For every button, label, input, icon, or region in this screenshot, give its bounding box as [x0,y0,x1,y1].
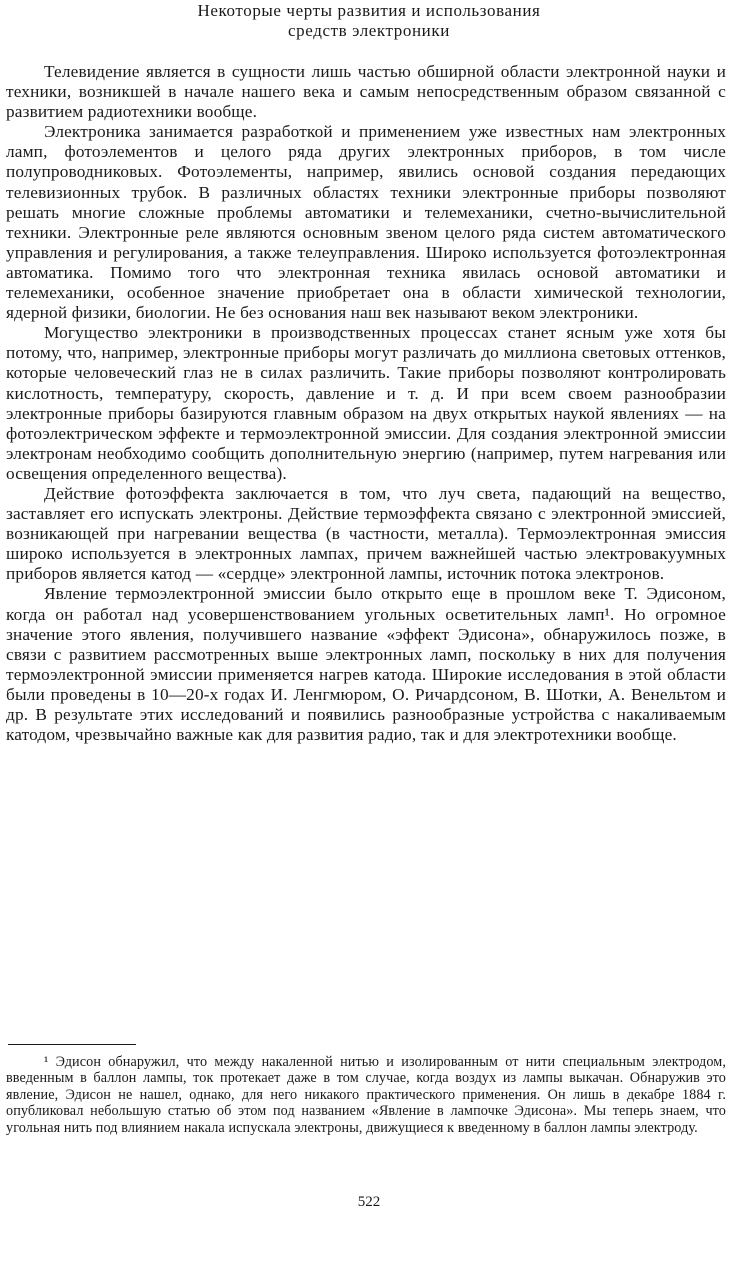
paragraph-1: Телевидение является в сущности лишь частью обширной области электронной науки и техники, возникшей в начале нашего века и самым непосредственным образом связанной с развитием радиотехники вообще. [6,62,726,122]
paragraph-5: Явление термоэлектронной эмиссии было открыто еще в прошлом веке Т. Эдисоном, когда он работал над усовершенствованием угольных осветительных ламп¹. Но огромное значение этого явления, получившего название «эффект Эдисона», обнаружилось позже, в связи с развитием рассмотренных выше электронных ламп, поскольку в них для получения термоэлектронной эмиссии применяется нагрев катода. Широкие исследования в этой области были проведены в 10—20-х годах И. Ленгмюром, О. Ричардсоном, В. Шотки, А. Венельтом и др. В результате этих исследований и появились разнообразные устройства с накаливаемым катодом, чрезвычайно важные как для развития радио, так и для электротехники вообще. [6,584,726,745]
paragraph-3: Могущество электроники в производственных процессах станет ясным уже хотя бы потому, что, например, электронные приборы могут различать до миллиона световых оттенков, которые человеческий глаз не в силах различить. Такие приборы позволяют контролировать кислотность, температуру, скорость, давление и т. д. И при всем своем разнообразии электронные приборы базируются главным образом на двух открытых наукой явлениях — на фотоэлектрическом эффекте и термоэлектронной эмиссии. Для создания электронной эмиссии электронам необходимо сообщить дополнительную энергию (например, путем нагревания или освещения определенного вещества). [6,323,726,483]
footnote: ¹ Эдисон обнаружил, что между накаленной нитью и изолированным от нити специальным электродом, введенным в баллон лампы, ток протекает даже в том случае, когда воздух из лампы выкачан. Обнаружив это явление, Эдисон не нашел, однако, для него никакого практического применения. Он лишь в декабре 1884 г. опубликовал небольшую статью об этом под названием «Явление в лампочке Эдисона». Мы теперь знаем, что угольная нить под влиянием накала испускала электроны, движущиеся к введенному в баллон лампы электроду. [6,1054,726,1136]
paragraph-4: Действие фотоэффекта заключается в том, что луч света, падающий на вещество, заставляет его испускать электроны. Действие термоэффекта связано с электронной эмиссией, возникающей при нагревании вещества (в частности, металла). Термоэлектронная эмиссия широко используется в электронных лампах, причем важнейшей частью электровакуумных приборов является катод — «сердце» электронной лампы, источник потока электронов. [6,483,726,584]
paragraph-2: Электроника занимается разработкой и применением уже известных нам электронных ламп, фотоэлементов и целого ряда других электронных приборов, в том числе полупроводниковых. Фотоэлементы, например, явились основой создания передающих телевизионных трубок. В различных областях техники электронные приборы позволяют решать многие сложные проблемы автоматики и телемеханики, счетно-вычислительной техники. Электронные реле являются основным звеном целого ряда систем автоматического управления и регулирования, а также телеуправления. Широко используется фотоэлектронная автоматика. Помимо того что электронная техника явилась основой автоматики и телемеханики, особенное значение приобретает она в области химической технологии, ядерной физики, биологии. Не без основания наш век называют веком электроники. [6,122,726,323]
section-title-line-2: средств электроники [288,21,450,40]
section-title-line-1: Некоторые черты развития и использования [197,1,541,20]
page-number: 522 [357,1194,381,1210]
main-text [6,62,726,745]
footnote-divider [8,1044,136,1045]
